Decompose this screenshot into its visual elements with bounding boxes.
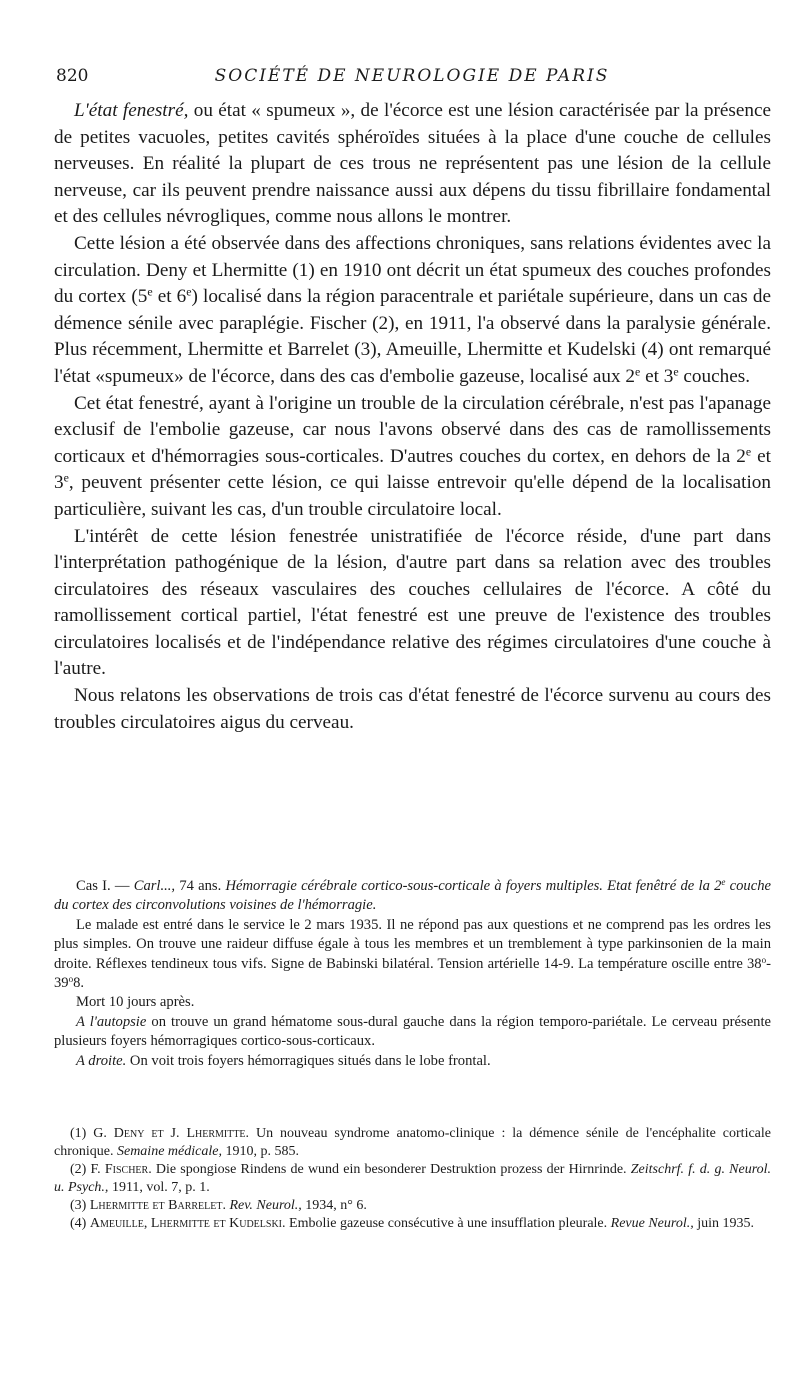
footnote: (4) Ameuille, Lhermitte et Kudelski. Embolie gazeuse consécutive à une insufflation pleurale. Revue Neurol., juin 1935. [70,1216,754,1231]
paragraph-text: et 6 [152,286,187,308]
case-title: Hémorragie cérébrale cortico-sous-corticale à foyers multiples. Etat fenêtré de la 2e couche du cortex des circonvolutions voisines de l'hémorragie. [54,877,771,914]
footnote-authors: F. Fischer. [90,1162,152,1177]
paragraph-interet: L'intérêt de cette lésion fenestrée unistratifiée de l'écorce réside, d'une part dans l'interprétation pathogénique de la lésion, d'autre part dans sa relation avec des troubles circulatoires des réseaux vasculaires des couches cellulaires de l'écorce. A côté du ramollissement cortical partiel, l'état fenestré est une preuve de l'existence des troubles circulatoires localisés et de l'indépendance relative des régimes circulatoires d'une couche à l'autre. [54,525,771,680]
paragraph-text: on trouve un grand hématome sous-dural gauche dans la région temporo-pariétale. Le cerveau présente plusieurs foyers hémorragiques cortico-sous-corticaux. [54,1013,771,1050]
case-right-side [54,1052,771,1071]
paragraph-text: et 3 [54,445,771,494]
footnotes [54,1125,771,1233]
case-patient: Carl..., [133,878,176,894]
footnote: (3) Lhermitte et Barrelet. Rev. Neurol., 1934, n° 6. [70,1198,367,1213]
paragraph-text: ) localisé dans la région paracentrale et pariétale supérieure, dans un cas de démence sénile avec paraplégie. Fischer (2), en 1911, l'a observé dans la paralysie générale. Plus récemment, Lhermitte et Barrelet (3), Ameuille, Lhermitte et Kudelski (4) ont remarqué l'état «spumeux» de l'écorce, dans des cas d'embolie gazeuse, localisé aux 2 [54,286,771,387]
paragraph-text: 8. [73,975,85,992]
paragraph-relatons: Nous relatons les observations de trois cas d'état fenestré de l'écorce survenu au cours des troubles circulatoires aigus du cerveau. [54,685,771,733]
superscript: e [721,877,726,888]
main-text [54,98,771,736]
paragraph-text: ou état « spumeux », de l'écorce est une lésion caractérisée par la présence de petites vacuoles, petites cavités sphéroïdes situées à la place d'une couche de cellules nerveuses. En réalité la plupart de ces trous ne représentent pas une lésion de la cellule nerveuse, car ils peuvent prendre naissance aussi aux dépens du tissu fibrillaire fondamental et des cellules névrogliques, comme nous allons le montrer. [54,100,771,228]
superscript: e [63,470,69,485]
footnote-journal: Rev. Neurol., [229,1198,302,1213]
paragraph-text: -39 [54,955,771,992]
footnote-journal: Zeitschrf. f. d. g. Neurol. u. Psych., [54,1162,772,1195]
paragraph-text: Cette lésion a été observée dans des affections chroniques, sans relations évidentes avec la circulation. Deny et Lhermitte (1) en 1910 ont décrit un état spumeux des couches profondes du cortex (5 [54,232,771,308]
case-label: Cas I. — [76,878,134,894]
superscript: e [673,364,679,379]
superscript: e [186,284,192,299]
running-title: SOCIÉTÉ DE NEUROLOGIE DE PARIS [214,66,610,86]
page-number: 820 [56,66,89,86]
paragraph-observations [54,231,771,391]
case-heading [54,877,771,916]
case-autopsy [54,1013,771,1052]
footnote: (1) G. Deny et J. Lhermitte. Un nouveau syndrome anatomo-clinique : la démence sénile de l'encéphalite corticale chronique. Semaine médicale, 1910, p. 585. [54,1126,771,1159]
superscript: e [634,364,641,379]
superscript: e [147,284,153,299]
superscript: o [68,974,74,985]
case-age: 74 ans. [175,878,226,894]
paragraph-text: couches. [678,365,750,387]
autopsy-label: A l'autopsie [76,1013,147,1030]
paragraph-text: On voit trois foyers hémorragiques situés dans le lobe frontal. [126,1052,491,1069]
page-header [56,66,768,90]
footnote-authors: G. Deny et J. Lhermitte. [93,1126,250,1141]
footnote-journal: Semaine médicale, [116,1144,222,1159]
case-clinical [54,916,771,994]
paragraph-etat-fenestre [54,98,771,231]
paragraph-text: et 3 [640,365,674,387]
paragraph-text: Le malade est entré dans le service le 2 mars 1935. Il ne répond pas aux questions et ne comprend pas les ordres les plus simples. On trouve une raideur diffuse égale à tous les membres et un tremblement à type parkinsonien de la main droite. Réflexes tendineux tous vifs. Signe de Babinski bilatéral. Tension artérielle 14-9. La température oscille entre 38 [54,916,771,972]
footnote-authors: Lhermitte et Barrelet. [89,1198,226,1213]
paragraph-text: , peuvent présenter cette lésion, ce qui laisse entrevoir qu'elle dépend de la localisation particulière, suivant les cas, d'un trouble circulatoire local. [54,472,771,520]
superscript: e [745,444,752,459]
paragraph-circulation [54,391,771,524]
right-side-label: A droite. [76,1052,127,1069]
superscript: o [761,954,767,965]
case-report [54,877,771,1071]
footnote-journal: Revue Neurol., [610,1216,694,1231]
paragraph-text: Cet état fenestré, ayant à l'origine un trouble de la circulation cérébrale, n'est pas l'apanage exclusif de l'embolie gazeuse, car nous l'avons observé dans des cas de ramollissements corticaux et d'hémorragies sous-corticales. D'autres couches du cortex, en dehors de la 2 [54,392,771,467]
footnote-authors: Ameuille, Lhermitte et Kudelski. [89,1216,286,1231]
footnote: (2) F. Fischer. Die spongiose Rindens de wund ein besonderer Destruktion prozess der Hirnrinde. Zeitschrf. f. d. g. Neurol. u. Psych., 1911, vol. 7, p. 1. [54,1162,772,1195]
case-death: Mort 10 jours après. [76,994,195,1011]
term-etat-fenestre: L'état fenestré, [74,100,189,121]
